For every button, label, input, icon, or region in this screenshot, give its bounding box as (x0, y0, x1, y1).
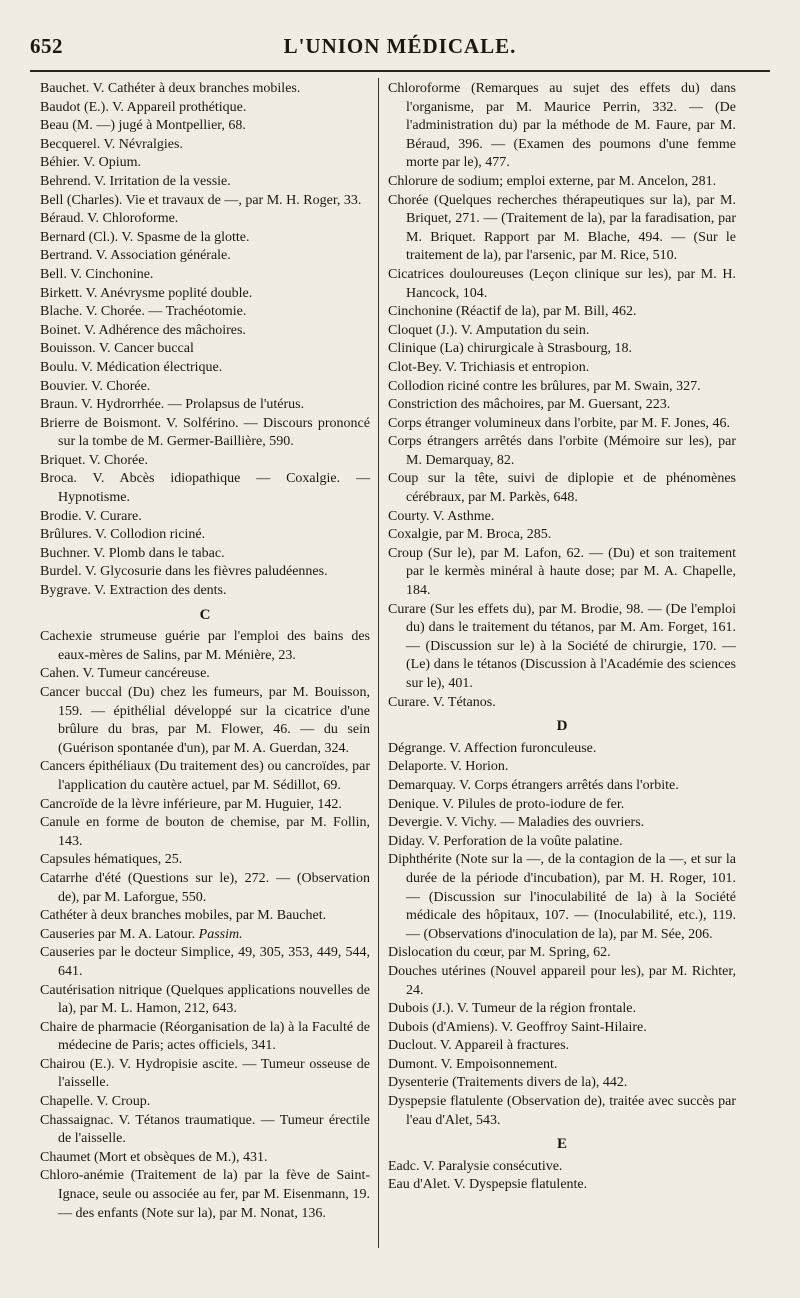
right-column (388, 80, 736, 1195)
index-entry: Béraud. V. Chloroforme. (40, 211, 179, 227)
index-entry: Delaporte. V. Horion. (388, 759, 509, 775)
index-entry: Chaire de pharmacie (Réorganisation de la) à la Faculté de médecine de Paris; actes officiels, 341. (40, 1019, 370, 1054)
index-entry: Cachexie strumeuse guérie par l'emploi des bains des eaux-mères de Salins, par M. Ménière, 23. (40, 629, 370, 663)
index-entry: Béhier. V. Opium. (40, 155, 141, 171)
index-entry: Cancroïde de la lèvre inférieure, par M. Huguier, 142. (40, 796, 342, 812)
index-entry: Cancer buccal (Du) chez les fumeurs, par M. Bouisson, 159. — épithélial développé sur la cicatrice d'une brûlure du bras, par M. Flower, 46. — du sein (Guérison spontanée d'un), par M. A. Guerdan, 324. (40, 685, 370, 756)
index-entry: Devergie. V. Vichy. — Maladies des ouvriers. (388, 815, 645, 831)
index-entry: Canule en forme de bouton de chemise, par M. Follin, 143. (40, 815, 370, 849)
index-entry: Dumont. V. Empoisonnement. (388, 1056, 558, 1072)
index-entry: Denique. V. Pilules de proto-iodure de fer. (388, 796, 625, 812)
index-entry: Cahen. V. Tumeur cancéreuse. (40, 666, 210, 682)
index-entry: Baudot (E.). V. Appareil prothétique. (40, 99, 247, 115)
index-entry: Catarrhe d'été (Questions sur le), 272. — (Observation de), par M. Laforgue, 550. (40, 870, 370, 905)
index-entry: Causeries par le docteur Simplice, 49, 305, 353, 449, 544, 641. (40, 945, 370, 979)
page-number: 652 (30, 34, 63, 58)
index-entry: Buchner. V. Plomb dans le tabac. (40, 545, 225, 561)
index-entry: Beau (M. —) jugé à Montpellier, 68. (40, 118, 246, 134)
index-entry: Demarquay. V. Corps étrangers arrêtés dans l'orbite. (388, 777, 679, 793)
entries-c-part1 (40, 628, 370, 926)
entries-d (388, 740, 736, 1130)
index-entry: Collodion riciné contre les brûlures, par M. Swain, 327. (388, 378, 701, 394)
column-divider (378, 78, 379, 1248)
index-entry: Bauchet. V. Cathéter à deux branches mobiles. (40, 81, 301, 96)
index-entry: Dysenterie (Traitements divers de la), 442. (388, 1075, 628, 1091)
index-entry: Eau d'Alet. V. Dyspepsie flatulente. (388, 1177, 588, 1193)
index-entry: Dislocation du cœur, par M. Spring, 62. (388, 945, 611, 961)
index-entry: Curare. V. Tétanos. (388, 694, 496, 710)
section-letter-e: E (556, 1136, 567, 1153)
index-entry: Croup (Sur le), par M. Lafon, 62. — (Du) et son traitement par le kermès minéral à haute dose; par M. A. Chapelle, 184. (388, 545, 736, 599)
index-entry: Becquerel. V. Névralgies. (40, 136, 183, 152)
index-entry: Boinet. V. Adhérence des mâchoires. (40, 322, 246, 338)
section-letter-c: C (199, 606, 211, 623)
running-head: L'UNION MÉDICALE. (283, 34, 517, 58)
index-entry: Chlorure de sodium; emploi externe, par M. Ancelon, 281. (388, 173, 717, 189)
index-entry: Chloroforme (Remarques au sujet des effets du) dans l'organisme, par M. Maurice Perrin, 332. — (De l'administration du) par la méthode de M. Faure, par M. Béraud, 396. — (Examen des poumons d'une femme morte par le), 477. (388, 81, 736, 171)
index-entry: Birkett. V. Anévrysme poplité double. (40, 285, 253, 301)
index-entry: Bernard (Cl.). V. Spasme de la glotte. (40, 229, 250, 245)
index-entry: Brierre de Boismont. V. Solférino. — Discours prononcé sur la tombe de M. Germer-Baillière, 590. (40, 415, 370, 450)
index-entry: Corps étranger volumineux dans l'orbite, par M. F. Jones, 46. (388, 415, 731, 431)
index-entry: Dyspepsie flatulente (Observation de), traitée avec succès par l'eau d'Alet, 543. (388, 1094, 736, 1128)
index-entry: Boulu. V. Médication électrique. (40, 359, 223, 375)
index-entry: Brodie. V. Curare. (40, 508, 142, 524)
index-entry: Chassaignac. V. Tétanos traumatique. — Tumeur érectile de l'aisselle. (40, 1112, 370, 1147)
index-entry: Eadc. V. Paralysie consécutive. (388, 1158, 563, 1174)
index-entry: Briquet. V. Chorée. (40, 452, 148, 468)
index-entry: Bouisson. V. Cancer buccal (40, 341, 194, 357)
index-entry: Chairou (E.). V. Hydropisie ascite. — Tumeur osseuse de l'aisselle. (40, 1056, 370, 1091)
index-entry: Braun. V. Hydrorrhée. — Prolapsus de l'utérus. (40, 397, 305, 413)
index-entry: Chaumet (Mort et obsèques de M.), 431. (40, 1149, 268, 1165)
index-entry: Coup sur la tête, suivi de diplopie et de phénomènes cérébraux, par M. Parkès, 648. (388, 471, 736, 506)
index-entry: Cinchonine (Réactif de la), par M. Bill, 462. (388, 304, 637, 320)
index-entry: Bell. V. Cinchonine. (40, 266, 154, 282)
index-entry: Curare (Sur les effets du), par M. Brodie, 98. — (De l'emploi du) dans le traitement du tétanos, par M. Am. Forget, 161. — (Discussion sur le) à la Société de chirurgie, 170. — (Le) dans le tétanos (Discussion à l'Académie des sciences sur le), 401. (388, 601, 736, 691)
index-entry: Bygrave. V. Extraction des dents. (40, 583, 227, 599)
index-entry: Coxalgie, par M. Broca, 285. (388, 527, 552, 543)
header-rule (30, 70, 770, 72)
index-entry: Capsules hématiques, 25. (40, 852, 183, 868)
index-entry: Cautérisation nitrique (Quelques applications nouvelles de la), par M. L. Hamon, 212, 643. (40, 982, 370, 1017)
index-entry: Courty. V. Asthme. (388, 508, 495, 524)
index-entry: Broca. V. Abcès idiopathique — Coxalgie. — Hypnotisme. (40, 471, 370, 506)
section-letter-d: D (556, 718, 568, 735)
index-entry: Chorée (Quelques recherches thérapeutiques sur la), par M. Briquet, 271. — (Traitement de la), par la faradisation, par M. Briquet. Rapport par M. Blache, 494. — (Sur le traitement de la), par l'arsenic, par M. Rice, 510. (388, 192, 736, 264)
index-entry: Douches utérines (Nouvel appareil pour les), par M. Richter, 24. (388, 963, 736, 998)
index-entry: Cancers épithéliaux (Du traitement des) ou cancroïdes, par l'application du cautère actuel, par M. Sédillot, 69. (40, 759, 370, 793)
entries-e (388, 1158, 736, 1195)
entries-c-part2 (40, 944, 370, 1223)
index-entry: Bouvier. V. Chorée. (40, 378, 151, 394)
left-column (40, 80, 370, 1223)
index-entry: Constriction des mâchoires, par M. Guersant, 223. (388, 397, 671, 413)
index-entry: Bell (Charles). Vie et travaux de —, par M. H. Roger, 33. (40, 192, 362, 208)
index-entry: Brûlures. V. Collodion riciné. (40, 527, 206, 543)
index-entry: Dubois (d'Amiens). V. Geoffroy Saint-Hilaire. (388, 1019, 647, 1035)
index-entry: Cathéter à deux branches mobiles, par M. Bauchet. (40, 908, 327, 924)
index-entry: Clot-Bey. V. Trichiasis et entropion. (388, 359, 590, 375)
index-entry: Burdel. V. Glycosurie dans les fièvres paludéennes. (40, 564, 328, 580)
entries-c-right (388, 80, 736, 712)
index-entry: Clinique (La) chirurgicale à Strasbourg, 18. (388, 341, 633, 357)
entry-italic-text: Passim. (198, 926, 243, 942)
index-entry: Dubois (J.). V. Tumeur de la région frontale. (388, 1001, 636, 1017)
index-entry: Duclout. V. Appareil à fractures. (388, 1038, 570, 1054)
entry-text: Causeries par M. A. Latour. (40, 926, 196, 942)
index-entry: Corps étrangers arrêtés dans l'orbite (Mémoire sur les), par M. Demarquay, 82. (388, 434, 736, 468)
index-entry: Behrend. V. Irritation de la vessie. (40, 173, 231, 189)
index-entry: Bertrand. V. Association générale. (40, 248, 231, 264)
index-entry: Chloro-anémie (Traitement de la) par la fève de Saint-Ignace, seule ou associée au fer, par M. Eisenmann, 19. — des enfants (Note sur la), par M. Nonat, 136. (40, 1168, 370, 1221)
index-entry: Diday. V. Perforation de la voûte palatine. (388, 833, 623, 849)
index-entry: Dégrange. V. Affection furonculeuse. (388, 740, 597, 756)
index-entry: Cloquet (J.). V. Amputation du sein. (388, 322, 590, 338)
entries-b (40, 80, 370, 601)
index-entry: Cicatrices douloureuses (Leçon clinique sur les), par M. H. Hancock, 104. (388, 266, 736, 301)
index-entry: Chapelle. V. Croup. (40, 1094, 151, 1110)
index-entry: Blache. V. Chorée. — Trachéotomie. (40, 304, 247, 320)
index-entry (40, 926, 370, 945)
index-entry: Diphthérite (Note sur la —, de la contagion de la —, et sur la durée de la période d'incubation), par M. H. Roger, 101. — (Discussion sur l'inoculabilité de la) à la Société médicale des hôpitaux, 107. — (Inoculabilité, etc.), 119. — (Observations d'inoculation de la), par M. Sée, 206. (388, 852, 736, 942)
